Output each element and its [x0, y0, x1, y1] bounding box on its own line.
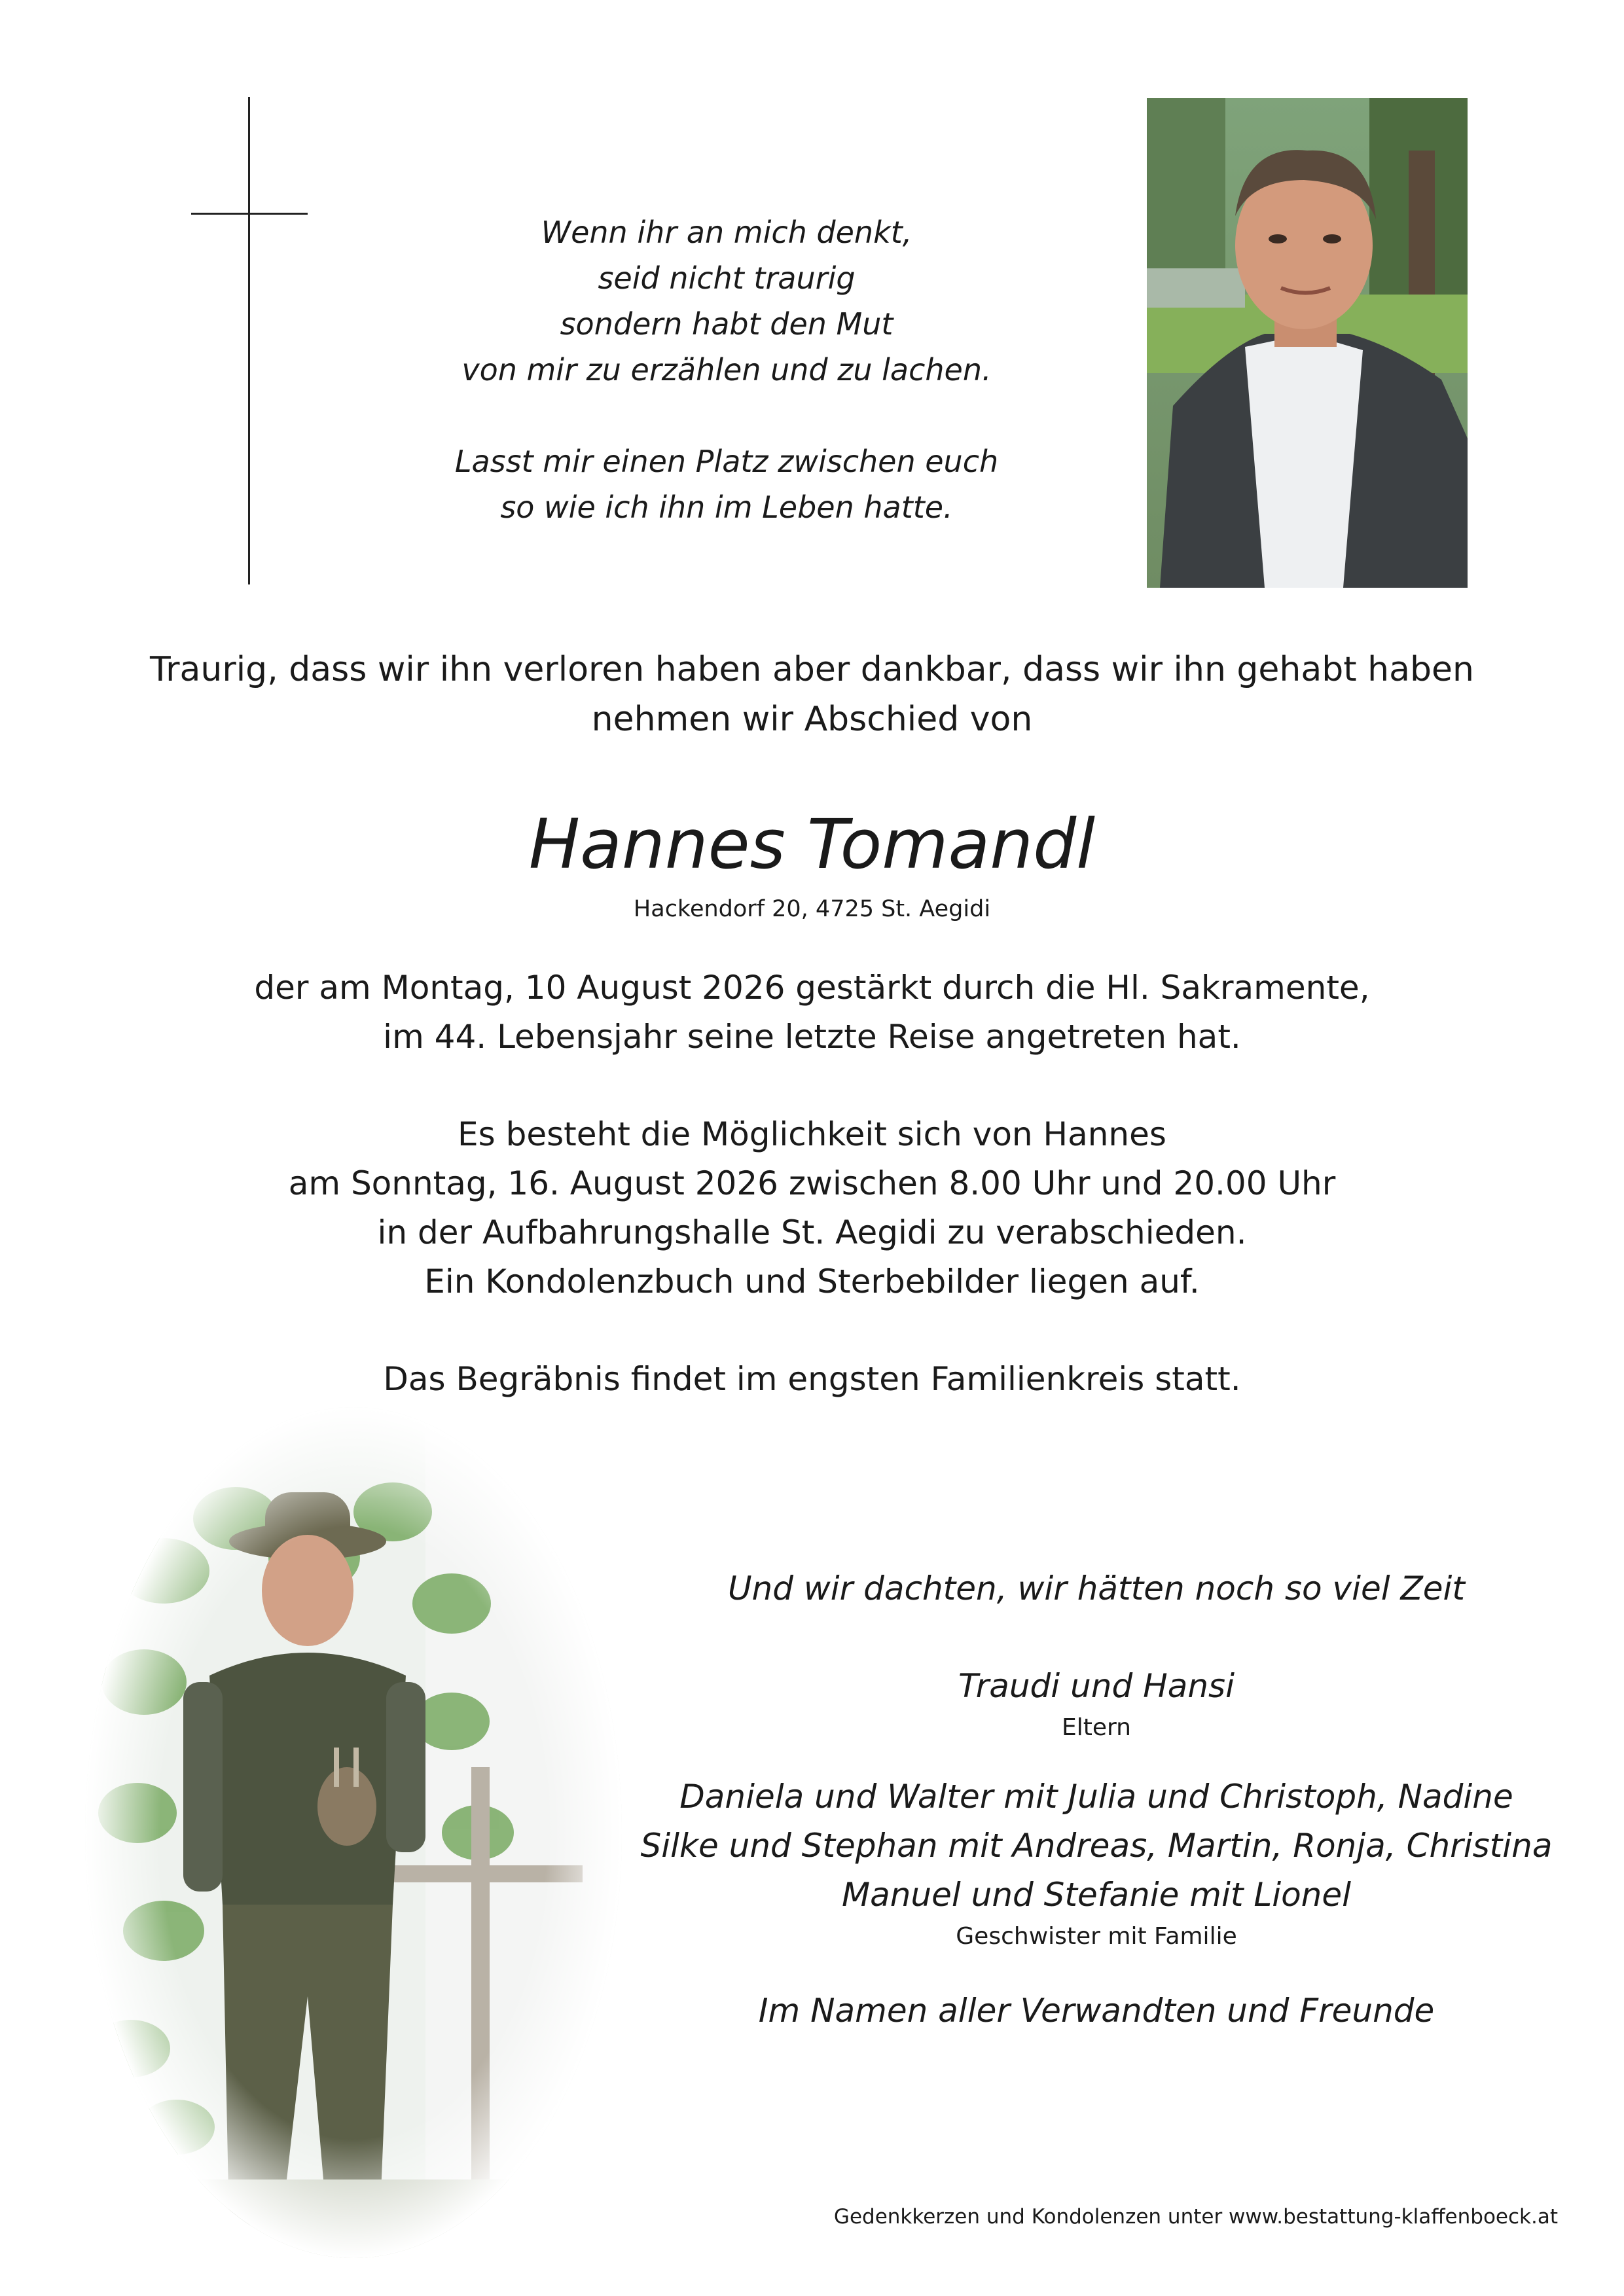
poem-line: Lasst mir einen Platz zwischen euch	[454, 444, 999, 479]
poem-line: sondern habt den Mut	[560, 306, 893, 342]
parents-role: Eltern	[1062, 1714, 1131, 1741]
siblings-line: Manuel und Stefanie mit Lionel	[841, 1876, 1352, 1914]
details-text	[131, 963, 1493, 1404]
poem-line: so wie ich ihn im Leben hatte.	[500, 490, 953, 525]
intro-line: nehmen wir Abschied von	[591, 700, 1033, 739]
poem-line: Wenn ihr an mich denkt,	[541, 215, 912, 250]
poem-line: seid nicht traurig	[598, 260, 856, 296]
farewell-line: Es besteht die Möglichkeit sich von Hannes	[458, 1115, 1166, 1153]
burial-line: Das Begräbnis findet im engsten Familienkreis statt.	[383, 1360, 1241, 1398]
mourners-quote: Und wir dachten, wir hätten noch so viel Zeit	[727, 1570, 1466, 1607]
deceased-address: Hackendorf 20, 4725 St. Aegidi	[633, 896, 991, 922]
oval-photo	[85, 1407, 622, 2258]
death-line: im 44. Lebensjahr seine letzte Reise angetreten hat.	[383, 1018, 1241, 1056]
death-line: der am Montag, 10 August 2026 gestärkt durch die Hl. Sakramente,	[254, 969, 1370, 1007]
farewell-line: Ein Kondolenzbuch und Sterbebilder liegen auf.	[424, 1263, 1200, 1300]
mourners-block	[628, 1564, 1564, 2036]
portrait-photo	[1147, 98, 1468, 588]
siblings-role: Geschwister mit Familie	[956, 1923, 1237, 1950]
farewell-line: in der Aufbahrungshalle St. Aegidi zu verabschieden.	[377, 1213, 1247, 1251]
poem-line: von mir zu erzählen und zu lachen.	[461, 352, 992, 387]
farewell-line: am Sonntag, 16. August 2026 zwischen 8.00 Uhr und 20.00 Uhr	[288, 1164, 1336, 1202]
cross-vertical-bar	[248, 97, 250, 584]
siblings-line: Daniela und Walter mit Julia und Christoph, Nadine	[679, 1778, 1513, 1816]
cross-horizontal-bar	[191, 213, 308, 215]
siblings-line: Silke und Stephan mit Andreas, Martin, Ronja, Christina	[640, 1827, 1553, 1865]
parents-names: Traudi und Hansi	[958, 1667, 1235, 1705]
closing-line: Im Namen aller Verwandten und Freunde	[758, 1992, 1435, 2030]
intro-line: Traurig, dass wir ihn verloren haben aber dankbar, dass wir ihn gehabt haben	[150, 650, 1474, 689]
deceased-name: Hannes Tomandl	[528, 804, 1096, 884]
intro-text	[131, 645, 1493, 744]
footer-note: Gedenkkerzen und Kondolenzen unter www.bestattung-klaffenboeck.at	[833, 2205, 1558, 2229]
poem	[367, 209, 1087, 530]
